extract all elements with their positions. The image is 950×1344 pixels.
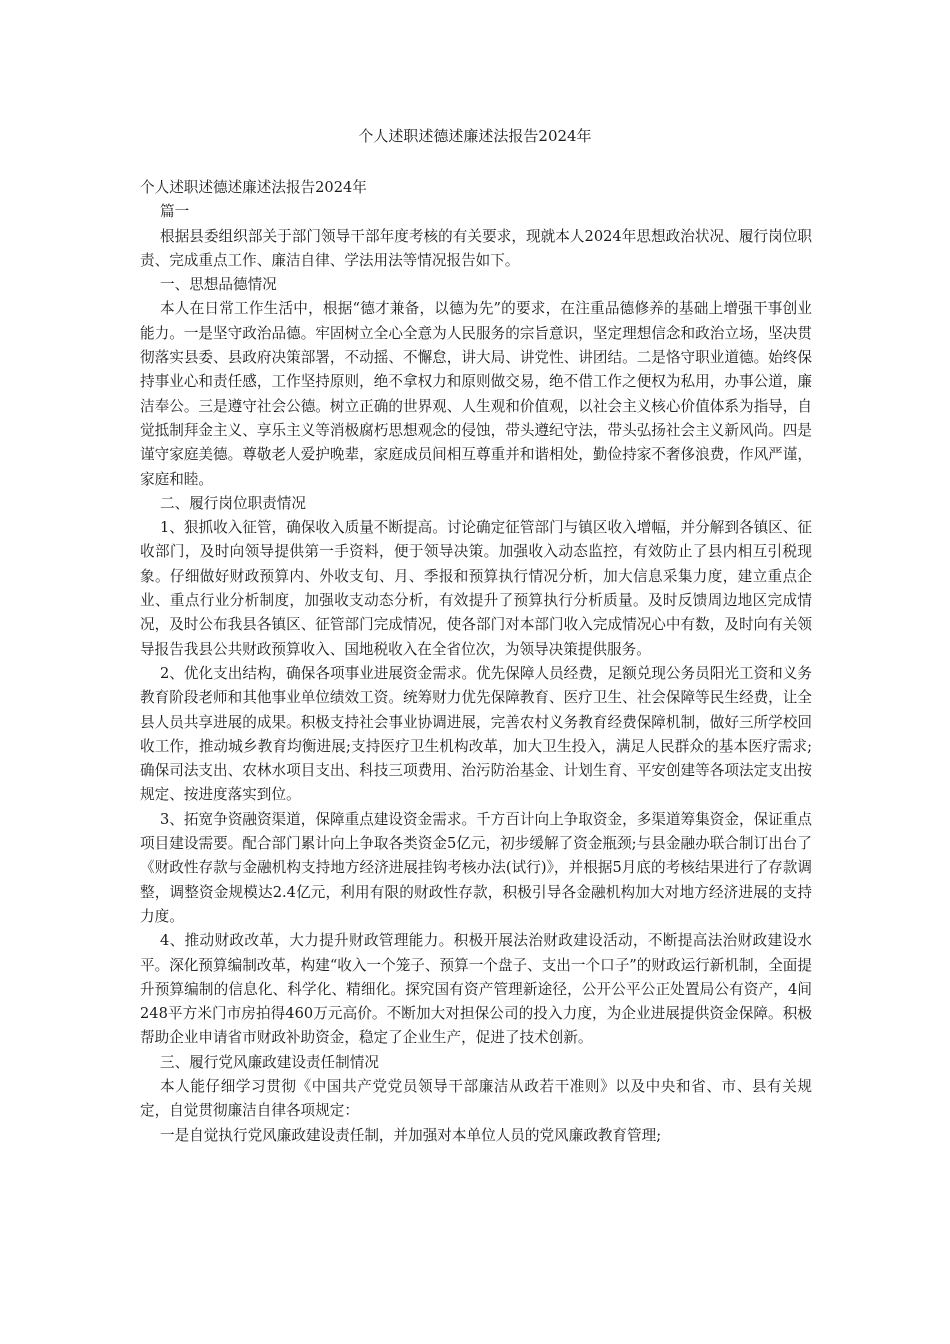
- paragraph: 个人述职述德述廉述法报告2024年: [140, 179, 367, 196]
- paragraph: 1、狠抓收入征管，确保收入质量不断提高。讨论确定征管部门与镇区收入增幅，并分解到各镇区、征收部门，及时向领导提供第一手资料，便于领导决策。加强收入动态监控，有效防止了县内相互引税现象。仔细做好财政预算内、外收支旬、月、季报和预算执行情况分析，加大信息采集力度，建立重点企业、重点行业分析制度，加强收支动态分析，有效提升了预算执行分析质量。及时反馈周边地区完成情况，及时公布我县各镇区、征管部门完成情况，使各部门对本部门收入完成情况心中有数，及时向有关领导报告我县公共财政预算收入、国地税收入在全省位次，为领导决策提供服务。: [140, 519, 812, 658]
- paragraph: 本人能仔细学习贯彻《中国共产党党员领导干部廉洁从政若干准则》以及中央和省、市、县有关规定，自觉贯彻廉洁自律各项规定：: [140, 1077, 812, 1120]
- paragraph: 2、优化支出结构，确保各项事业进展资金需求。优先保障人员经费，足额兑现公务员阳光工资和义务教育阶段老师和其他事业单位绩效工资。统筹财力优先保障教育、医疗卫生、社会保障等民生经费，让全县人员共享进展的成果。积极支持社会事业协调进展，完善农村义务教育经费保障机制，做好三所学校回收工作，推动城乡教育均衡进展;支持医疗卫生机构改革，加大卫生投入，满足人民群众的基本医疗需求;确保司法支出、农林水项目支出、科技三项费用、治污防治基金、计划生育、平安创建等各项法定支出按规定、按进度落实到位。: [140, 664, 812, 804]
- paragraph: 3、拓宽争资融资渠道，保障重点建设资金需求。千方百计向上争取资金，多渠道筹集资金，保证重点项目建设需要。配合部门累计向上争取各类资金5亿元，初步缓解了资金瓶颈;与县金融办联合制订出台了《财政性存款与金融机构支持地方经济进展挂钩考核办法(试行)》，并根据5月底的考核结果进行了存款调整，调整资金规模达2.4亿元，利用有限的财政性存款，积极引导各金融机构加大对地方经济进展的支持力度。: [140, 810, 812, 925]
- paragraph: 篇一: [160, 203, 190, 221]
- paragraph: 本人在日常工作生活中，根据“德才兼备，以德为先”的要求，在注重品德修养的基础上增强干事创业能力。一是坚守政治品德。牢固树立全心全意为人民服务的宗旨意识，坚定理想信念和政治立场，坚决贯彻落实县委、县政府决策部署，不动摇、不懈怠，讲大局、讲党性、讲团结。二是恪守职业道德。始终保持事业心和责任感，工作坚持原则，绝不拿权力和原则做交易，绝不借工作之便权为私用，办事公道，廉洁奉公。三是遵守社会公德。树立正确的世界观、人生观和价值观，以社会主义核心价值体系为指导，自觉抵制拜金主义、享乐主义等消极腐朽思想观念的侵蚀，带头遵纪守法，带头弘扬社会主义新风尚。四是谨守家庭美德。尊敬老人爱护晚辈，家庭成员间相互尊重并和谐相处，勤俭持家不奢侈浪费，作风严谨，家庭和睦。: [140, 300, 812, 488]
- paragraph: 4、推动财政改革，大力提升财政管理能力。积极开展法治财政建设活动，不断提高法治财政建设水平。深化预算编制改革，构建“收入一个笼子、预算一个盘子、支出一个口子”的财政运行新机制，全面提升预算编制的信息化、科学化、精细化。探究国有资产管理新途径，公开公平公正处置局公有资产，4间248平方米门市房拍得460万元高价。不断加大对担保公司的投入力度，为企业进展提供资金保障。积极帮助企业申请省市财政补助资金，稳定了企业生产，促进了技术创新。: [140, 932, 812, 1047]
- document-body: [140, 176, 812, 1148]
- paragraph: 一、思想品德情况: [160, 276, 277, 294]
- paragraph: 二、履行岗位职责情况: [160, 494, 306, 512]
- paragraph: 三、履行党风廉政建设责任制情况: [160, 1053, 379, 1071]
- document-title: 个人述职述德述廉述法报告2024年: [358, 127, 592, 145]
- paragraph: 一是自觉执行党风廉政建设责任制，并加强对本单位人员的党风廉政教育管理;: [160, 1126, 662, 1144]
- paragraph: 根据县委组织部关于部门领导干部年度考核的有关要求，现就本人2024年思想政治状况、履行岗位职责、完成重点工作、廉洁自律、学法用法等情况报告如下。: [140, 227, 812, 269]
